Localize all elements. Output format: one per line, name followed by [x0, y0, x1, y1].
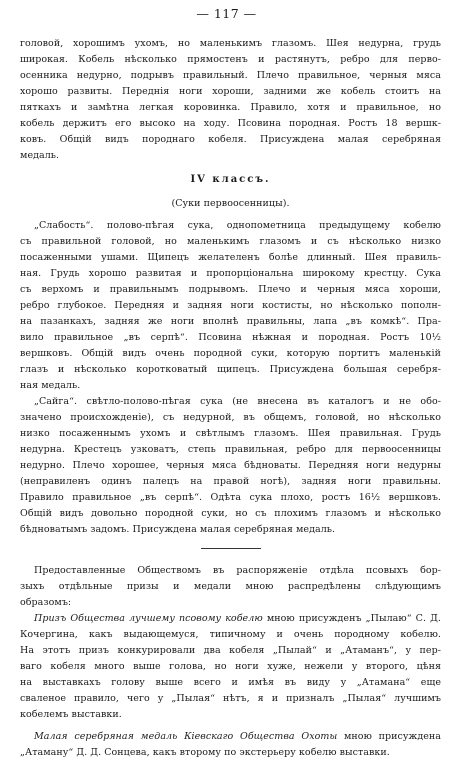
text-line: на выставкахъ голову выше всего и имѣя въ виду у „Атамана“ еще — [20, 677, 441, 688]
text-line: (неправиленъ одинъ палецъ на правой ногѣ), задняя ноги правильны. — [20, 476, 441, 487]
paragraph-slabost — [20, 218, 441, 394]
text-line — [20, 729, 441, 745]
paragraph-society-prize — [20, 611, 441, 723]
text-line: низко посаженнымъ ухомъ и свѣтлымъ глазомъ. Шея правильная. Грудь — [20, 428, 441, 439]
text-line: образомъ: — [20, 597, 72, 608]
text-line: „Слабость“. полово-пѣгая сука, однопометница предыдущему кобелю — [34, 220, 441, 231]
paragraph-class-iii-end — [20, 36, 441, 164]
paragraph-kiev-medal — [20, 729, 441, 761]
text-line: широкая. Кобель нѣсколько прямостенъ и растянутъ, ребро для перво- — [20, 54, 441, 65]
page-number: — 117 — — [196, 6, 257, 21]
prize-name: Призъ Общества лучшему псовому кобелю — [34, 613, 263, 624]
text-line: кобель держитъ его высоко на ходу. Псовина породная. Ростъ 18 вершк- — [20, 118, 441, 129]
text-line: ребро глубокое. Передняя и задняя ноги костисты, но нѣсколько пополн- — [20, 300, 441, 311]
text-line: хорошо развиты. Переднія ноги хороши, задними же кобель стоитъ на — [20, 86, 441, 97]
prize-name: Малая серебряная медаль Кіевскаго Общества Охоты — [34, 731, 338, 742]
text-line: недурно. Плечо хорошее, черныя мяса бѣдноваты. Передняя ноги недурны — [20, 460, 441, 471]
text-line: ная. Грудь хорошо развитая и пропорціональна широкому крестцу. Сука — [20, 268, 441, 279]
paragraph-prizes-intro — [20, 563, 441, 611]
text-run: мною присуждена — [343, 731, 441, 742]
text-line: съ верхомъ и правильнымъ подрывомъ. Плечо и черныя мяса хороши, — [20, 284, 441, 295]
text-line: кобелемъ выставки. — [20, 709, 122, 720]
paragraph-saiga — [20, 394, 441, 538]
text-line: ваго кобеля много выше голова, но ноги хуже, нежели у второго, цѣня — [20, 661, 441, 672]
text-line: зыхъ отдѣльные призы и медали мною распредѣлены слѣдующимъ — [20, 581, 441, 592]
text-line: съ правильной головой, но маленькимъ глазомъ и съ нѣсколько низко — [20, 236, 441, 247]
section-subheading: (Суки первоосенницы). — [171, 198, 290, 209]
text-line: Кочергина, какъ выдающемуся, типичному и очень породному кобелю. — [20, 629, 441, 640]
text-line: медаль. — [20, 150, 60, 161]
text-line: вершковъ. Общій видъ очень породной суки, которую портитъ маленькій — [20, 348, 441, 359]
text-line: значено происхожденіе), съ недурной, въ общемъ, головой, но нѣсколько — [20, 412, 441, 423]
text-line: недурна. Крестецъ узковатъ, степь правильная, ребро для первоосенницы — [20, 444, 441, 455]
text-line: головой, хорошимъ ухомъ, но маленькимъ глазомъ. Шея недурна, грудь — [20, 38, 441, 49]
text-line: пяткахъ и замѣтна легкая коровинка. Правило, хотя и правильное, но — [20, 102, 441, 113]
page-body — [20, 36, 441, 761]
text-line: Общій видъ довольно породной суки, но съ плохимъ глазомъ и нѣсколько — [20, 508, 441, 519]
text-line: вило правильное „въ серпѣ“. Псовина нѣжная и породная. Ростъ 10½ — [20, 332, 441, 343]
text-line: „Атаману“ Д. Д. Сонцева, какъ второму по экстерьеру кобелю выставки. — [20, 747, 390, 758]
section-heading: IV классъ. — [190, 174, 271, 185]
text-run: мною присужденъ „Пылаю“ С. Д. — [266, 613, 441, 624]
text-line: ная медаль. — [20, 380, 81, 391]
text-line: „Сайга“. свѣтло-полово-пѣгая сука (не внесена въ каталогъ и не обо- — [34, 396, 441, 407]
text-line: Предоставленные Обществомъ въ распоряженіе отдѣла псовыхъ бор- — [34, 565, 441, 576]
text-line: Правило правильное „въ серпѣ“. Одѣта сука плохо, ростъ 16½ вершковъ. — [20, 492, 441, 503]
text-line: глазъ и нѣсколько коротковатый щипецъ. Присуждена большая серебря- — [20, 364, 441, 375]
text-line: бѣдноватымъ задомъ. Присуждена малая серебряная медаль. — [20, 524, 336, 535]
text-line — [20, 611, 441, 627]
text-line: ковъ. Общій видъ породнаго кобеля. Присуждена малая серебряная — [20, 134, 441, 145]
text-line: На этотъ призъ конкурировали два кобеля „Пылай“ и „Атаманъ“, у пер- — [20, 645, 441, 656]
text-line: посаженными ушами. Щипецъ желателенъ болѣе длинный. Шея правиль- — [20, 252, 441, 263]
section-divider — [201, 548, 261, 549]
text-line: осенника недурно, подрывъ правильный. Плечо правильное, черныя мяса — [20, 70, 441, 81]
text-line: на пазанкахъ, задняя же ноги вполнѣ правильны, лапа „въ комкѣ“. Пра- — [20, 316, 441, 327]
text-line: сваленое правило, чего у „Пылая“ нѣтъ, я и призналъ „Пылая“ лучшимъ — [20, 693, 441, 704]
